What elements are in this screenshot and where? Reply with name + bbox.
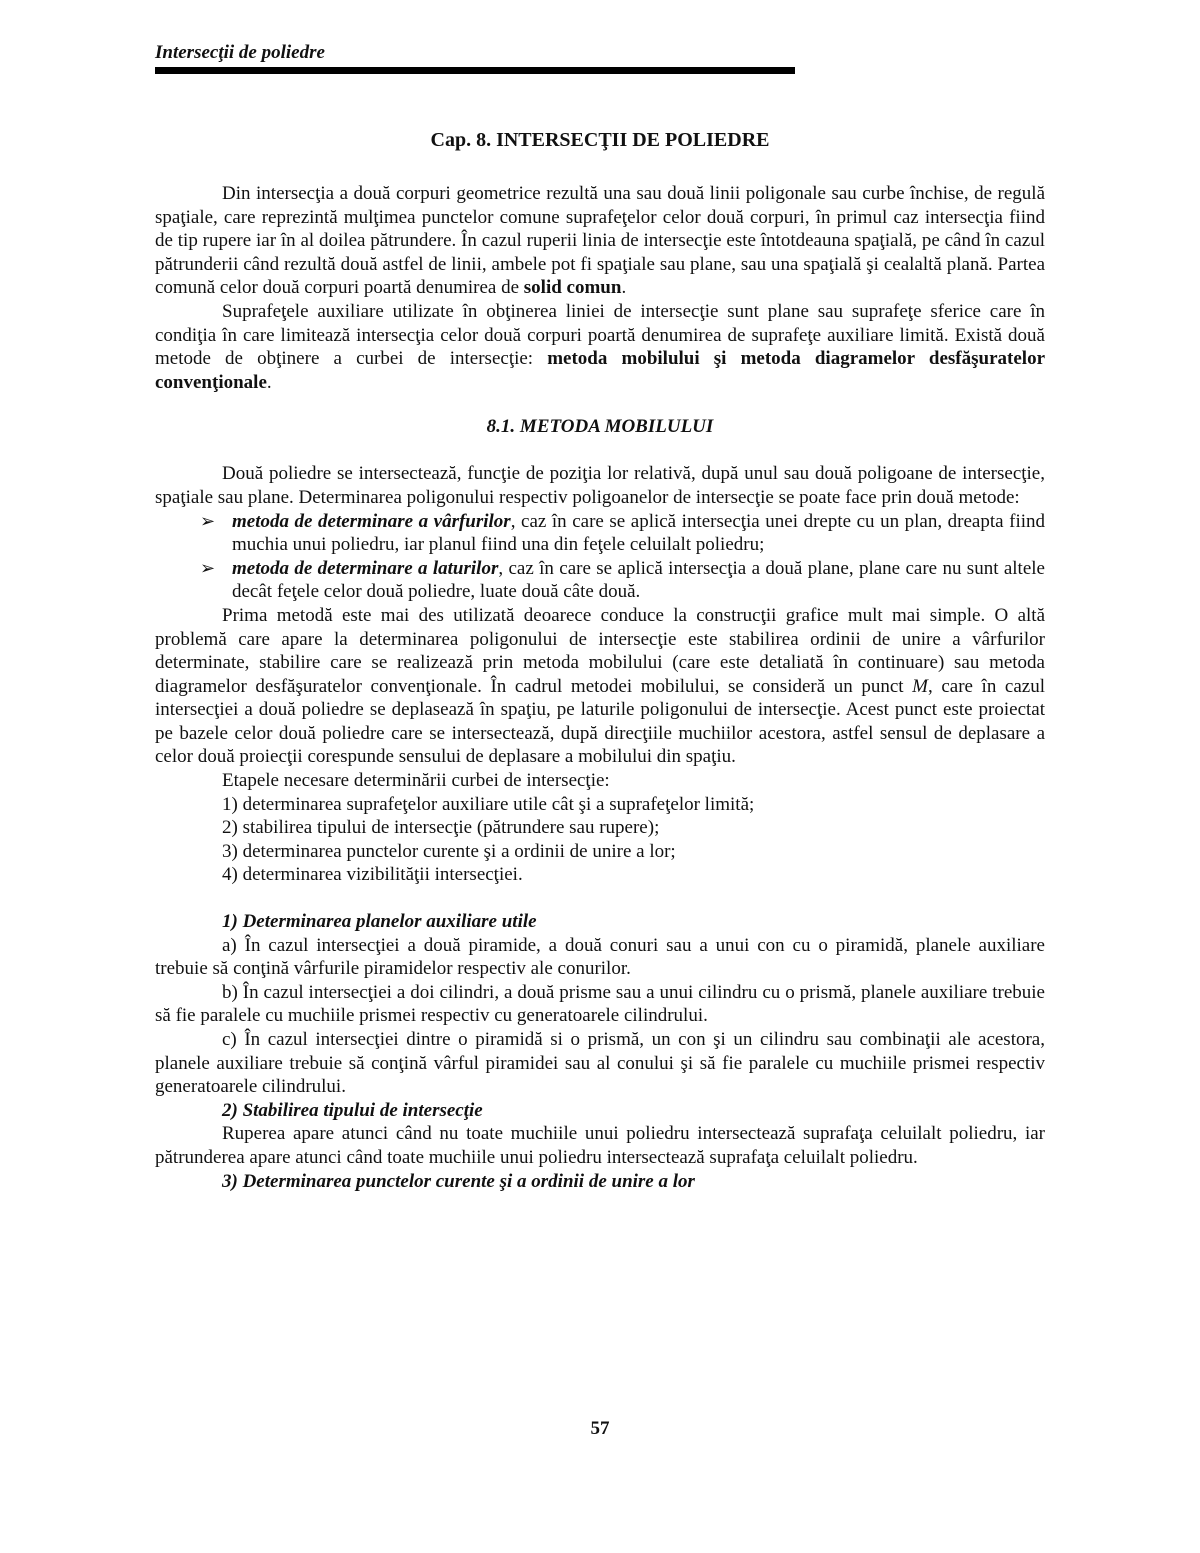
- list-item: [155, 557, 1045, 604]
- section-paragraph-1: Două poliedre se intersectează, funcţie de poziţia lor relativă, după unul sau două poligoane de intersecţie, spaţiale sau plane. Determinarea poligonului respectiv poligoanelor de intersecţie se poate face prin două metode:: [155, 463, 1045, 508]
- step-item: 3) determinarea punctelor curente şi a ordinii de unire a lor;: [222, 840, 676, 862]
- intro-paragraph-1: [155, 182, 1045, 300]
- section-p2-variable: M: [912, 675, 928, 697]
- page-content: [155, 128, 1045, 1193]
- intro-paragraph-2: [155, 300, 1045, 394]
- list-item-term: metoda de determinare a laturilor: [232, 557, 499, 579]
- subheading-2: 2) Stabilirea tipului de intersecţie: [222, 1099, 483, 1121]
- arrow-bullet-icon: ➢: [200, 557, 216, 578]
- method-list: [155, 510, 1045, 604]
- list-item-text: , caz în care se aplică intersecţia a două plane, plane care nu sunt altele decât feţele celor două poliedre, luate două câte două.: [232, 557, 1045, 603]
- intro-p1-bold: solid comun: [523, 277, 622, 299]
- header-title: Intersecţii de poliedre: [155, 42, 325, 63]
- chapter-title: Cap. 8. INTERSECŢII DE POLIEDRE: [430, 129, 770, 151]
- header-rule: [155, 67, 795, 74]
- intro-p1-end: .: [621, 277, 627, 299]
- intro-p1-text: Din intersecţia a două corpuri geometrice rezultă una sau două linii poligonale sau curbe închise, de regulă spaţiale, care reprezintă mulţimea punctelor comune suprafeţelor celor două corpuri, în primul caz intersecţia fiind de tip rupere iar în al doilea pătrundere. În cazul ruperii linia de intersecţie este întotdeauna spaţială, pe când în cazul pătrunderii când rezultă două astfel de linii, ambele pot fi spaţiale sau plane, sau una spaţială şi cealaltă plană. Partea comună celor două corpuri poartă denumirea de: [155, 183, 1045, 299]
- section-title: 8.1. METODA MOBILULUI: [486, 416, 714, 438]
- spacer: [155, 887, 1045, 910]
- list-item: [155, 510, 1045, 557]
- section-p2-text-a: Prima metodă este mai des utilizată deoarece conduce la construcţii grafice mult mai simple. O altă problemă care apare la determinarea poligonului de intersecţie este stabilirea ordinii de unire a vârfurilor determinate, stabilire care se realizează prin metoda mobilului (care este detaliată în continuare) sau metoda diagramelor desfăşuratelor convenţionale. În cadrul metodei mobilului, se consideră un punct: [155, 604, 1045, 697]
- steps-list: [155, 769, 1045, 887]
- arrow-bullet-icon: ➢: [200, 510, 216, 531]
- steps-intro: Etapele necesare determinării curbei de intersecţie:: [222, 770, 610, 792]
- subheading-3: 3) Determinarea punctelor curente şi a ordinii de unire a lor: [222, 1170, 695, 1192]
- intro-p2-end: .: [266, 371, 272, 393]
- list-item-text: , caz în care se aplică intersecţia unei drepte cu un plan, dreapta fiind muchia unui poliedru, iar planul fiind una din feţele celuilalt poliedru;: [232, 510, 1045, 556]
- step-item: 4) determinarea vizibilităţii intersecţiei.: [222, 864, 523, 886]
- sub1-paragraph-a: a) În cazul intersecţiei a două piramide, a două conuri sau a unui con cu o piramidă, planele auxiliare trebuie să conţină vârfurile piramidelor respectiv ale conurilor.: [155, 934, 1045, 980]
- section-p2-text-b: , care în cazul intersecţiei a două poliedre se deplasează în spaţiu, pe laturile poligonului de intersecţie. Acest punct este proiectat pe bazele celor două poliedre care se intersectează, după direcţiile muchiilor acestora, astfel sensul de deplasare a celor două proiecţii corespunde sensului de deplasare a mobilului din spaţiu.: [155, 675, 1046, 768]
- intro-p2-text: Suprafeţele auxiliare utilizate în obţinerea liniei de intersecţie sunt plane sau suprafeţe sferice care în condiţia în care limitează intersecţia celor două corpuri poartă denumirea de suprafeţe auxiliare limită. Există două metode de obţinere a curbei de intersecţie:: [155, 300, 1045, 370]
- step-item: 1) determinarea suprafeţelor auxiliare utile cât şi a suprafeţelor limită;: [222, 793, 755, 815]
- list-item-term: metoda de determinare a vârfurilor: [232, 510, 511, 532]
- section-paragraph-2: [155, 604, 1045, 769]
- page-number: 57: [590, 1418, 610, 1439]
- running-header: [155, 42, 795, 74]
- intro-p2-bold: metoda mobilului şi metoda diagramelor desfăşuratelor convenţionale: [155, 348, 1045, 393]
- sub1-paragraph-c: c) În cazul intersecţiei dintre o piramidă si o prismă, un con şi un cilindru sau combinaţii ale acestora, planele auxiliare trebuie să conţină vârful piramidei sau al conului şi să fie paralele cu muchiile prismei respectiv generatoarele cilindrului.: [155, 1029, 1045, 1098]
- step-item: 2) stabilirea tipului de intersecţie (pătrundere sau rupere);: [222, 817, 660, 839]
- sub2-paragraph: Ruperea apare atunci când nu toate muchiile unui poliedru intersectează suprafaţa celuilalt poliedru, iar pătrunderea apare atunci când toate muchiile unui poliedru intersectează suprafaţa celuilalt poliedru.: [155, 1123, 1045, 1168]
- sub1-paragraph-b: b) În cazul intersecţiei a doi cilindri, a două prisme sau a unui cilindru cu o prismă, planele auxiliare trebuie să fie paralele cu muchiile prismei respectiv cu generatoarele cilindrului.: [155, 981, 1045, 1027]
- subheading-1: 1) Determinarea planelor auxiliare utile: [222, 911, 537, 933]
